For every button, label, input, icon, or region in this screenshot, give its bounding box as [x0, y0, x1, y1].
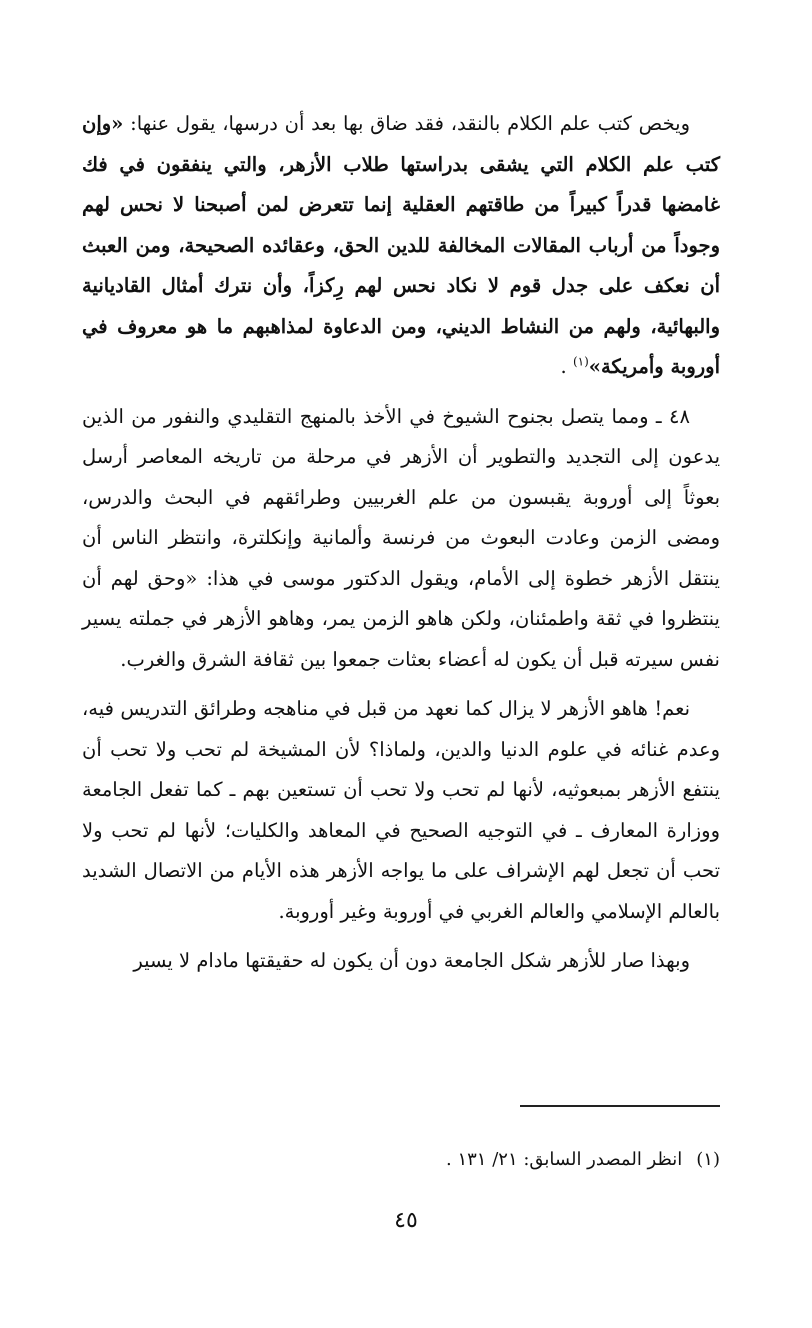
- page-body: [82, 104, 720, 982]
- footnote-marker: (١): [696, 1149, 720, 1170]
- footnote-reference[interactable]: (١): [572, 354, 589, 369]
- paragraph-1-quote: «وإن كتب علم الكلام التي يشقى بدراستها طلاب الأزهر، والتي ينفقون في فك غامضها قدراً كبيراً من طاقتهم العقلية إنما تتعرض لمن أصبحنا لا نحس لهم وجوداً من أرباب المقالات المخالفة للدين الحق، وعقائده الصحيحة، ومن العبث أن نعكف على جدل قوم لا نكاد نحس لهم رِكزاً، وأن نترك أمثال القاديانية والبهائية، ولهم من النشاط الديني، ومن الدعاوة لمذاهبهم ما هو معروف في أوروبة وأمريكة»: [82, 112, 720, 378]
- paragraph-4: وبهذا صار للأزهر شكل الجامعة دون أن يكون له حقيقتها مادام لا يسير: [133, 949, 690, 972]
- page-number: ٤٥: [394, 1208, 418, 1233]
- footnote-divider: [520, 1105, 720, 1107]
- footnote: [82, 1145, 720, 1175]
- paragraph-1-intro: ويخص كتب علم الكلام بالنقد، فقد ضاق بها بعد أن درسها، يقول عنها:: [123, 112, 690, 135]
- paragraph-1-end: .: [560, 355, 573, 378]
- paragraph-1: [82, 104, 720, 388]
- footnote-text: انظر المصدر السابق: ٢١/ ١٣١ .: [446, 1149, 683, 1170]
- paragraph-3: نعم! هاهو الأزهر لا يزال كما نعهد من قبل في مناهجه وطرائق التدريس فيه، وعدم غنائه في علوم الدنيا والدين، ولماذا؟ لأن المشيخة لم تحب ولا تحب أن ينتفع الأزهر بمبعوثيه، لأنها لم تحب ولا تحب أن تستعين بهم ـ كما تفعل الجامعة ووزارة المعارف ـ في التوجيه الصحيح في المعاهد والكليات؛ لأنها لم تحب ولا تحب أن تجعل لهم الإشراف على ما يواجه الأزهر هذه الأيام من الاتصال الشديد بالعالم الإسلامي والعالم الغربي في أوروبة وغير أوروبة.: [82, 697, 720, 923]
- paragraph-2: ٤٨ ـ ومما يتصل بجنوح الشيوخ في الأخذ بالمنهج التقليدي والنفور من الذين يدعون إلى التجديد والتطوير أن الأزهر في مرحلة من تاريخه المعاصر أرسل بعوثاً إلى أوروبة يقبسون من علم الغربيين وطرائقهم في البحث والدرس، ومضى الزمن وعادت البعوث من فرنسة وألمانية وإنكلترة، وانتظر الناس أن ينتقل الأزهر خطوة إلى الأمام، ويقول الدكتور موسى في هذا: «وحق لهم أن ينتظروا في ثقة واطمئنان، ولكن هاهو الزمن يمر، وهاهو الأزهر في جملته يسير نفس سيرته قبل أن يكون له أعضاء بعثات جمعوا بين ثقافة الشرق والغرب.: [82, 404, 720, 671]
